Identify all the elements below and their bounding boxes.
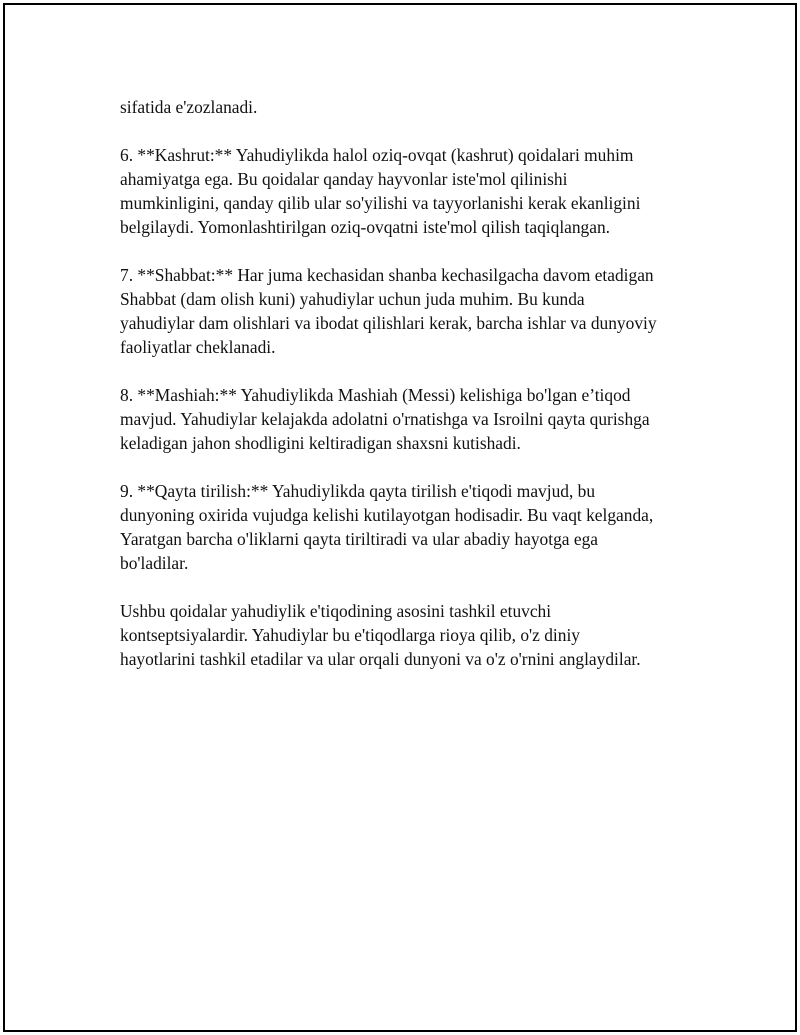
paragraph-shabbat: [120, 263, 700, 359]
text-line: belgilaydi. Yomonlashtirilgan oziq-ovqatni iste'mol qilish taqiqlangan.: [120, 217, 611, 237]
text-line: Shabbat (dam olish kuni) yahudiylar uchun juda muhim. Bu kunda: [120, 289, 585, 309]
text-line: 8. **Mashiah:** Yahudiylikda Mashiah (Messi) kelishiga bo'lgan e’tiqod: [120, 385, 631, 405]
text-line: mavjud. Yahudiylar kelajakda adolatni o'rnatishga va Isroilni qayta qurishga: [120, 409, 650, 429]
text-line: yahudiylar dam olishlari va ibodat qilishlari kerak, barcha ishlar va dunyoviy: [120, 313, 657, 333]
text-line: kontseptsiyalardir. Yahudiylar bu e'tiqodlarga rioya qilib, o'z diniy: [120, 625, 580, 645]
paragraph-mashiah: [120, 383, 700, 455]
text-line: sifatida e'zozlanadi.: [120, 97, 258, 117]
text-line: Ushbu qoidalar yahudiylik e'tiqodining asosini tashkil etuvchi: [120, 601, 552, 621]
paragraph-kashrut: [120, 143, 700, 239]
text-line: Yaratgan barcha o'liklarni qayta tiriltiradi va ular abadiy hayotga ega: [120, 529, 598, 549]
document-page: [3, 3, 797, 1032]
text-line: dunyoning oxirida vujudga kelishi kutilayotgan hodisadir. Bu vaqt kelganda,: [120, 505, 654, 525]
text-line: 6. **Kashrut:** Yahudiylikda halol oziq-ovqat (kashrut) qoidalari muhim: [120, 145, 634, 165]
text-line: ahamiyatga ega. Bu qoidalar qanday hayvonlar iste'mol qilinishi: [120, 169, 568, 189]
text-line: bo'ladilar.: [120, 553, 189, 573]
text-line: keladigan jahon shodligini keltiradigan shaxsni kutishadi.: [120, 433, 521, 453]
document-body: [120, 95, 700, 695]
text-line: faoliyatlar cheklanadi.: [120, 337, 276, 357]
text-line: 9. **Qayta tirilish:** Yahudiylikda qayta tirilish e'tiqodi mavjud, bu: [120, 481, 596, 501]
text-line: hayotlarini tashkil etadilar va ular orqali dunyoni va o'z o'rnini anglaydilar.: [120, 649, 641, 669]
paragraph-conclusion: [120, 599, 700, 671]
text-line: mumkinligini, qanday qilib ular so'yilishi va tayyorlanishi kerak ekanligini: [120, 193, 641, 213]
text-line: 7. **Shabbat:** Har juma kechasidan shanba kechasilgacha davom etadigan: [120, 265, 654, 285]
paragraph-continuation: [120, 95, 700, 119]
paragraph-qayta-tirilish: [120, 479, 700, 575]
